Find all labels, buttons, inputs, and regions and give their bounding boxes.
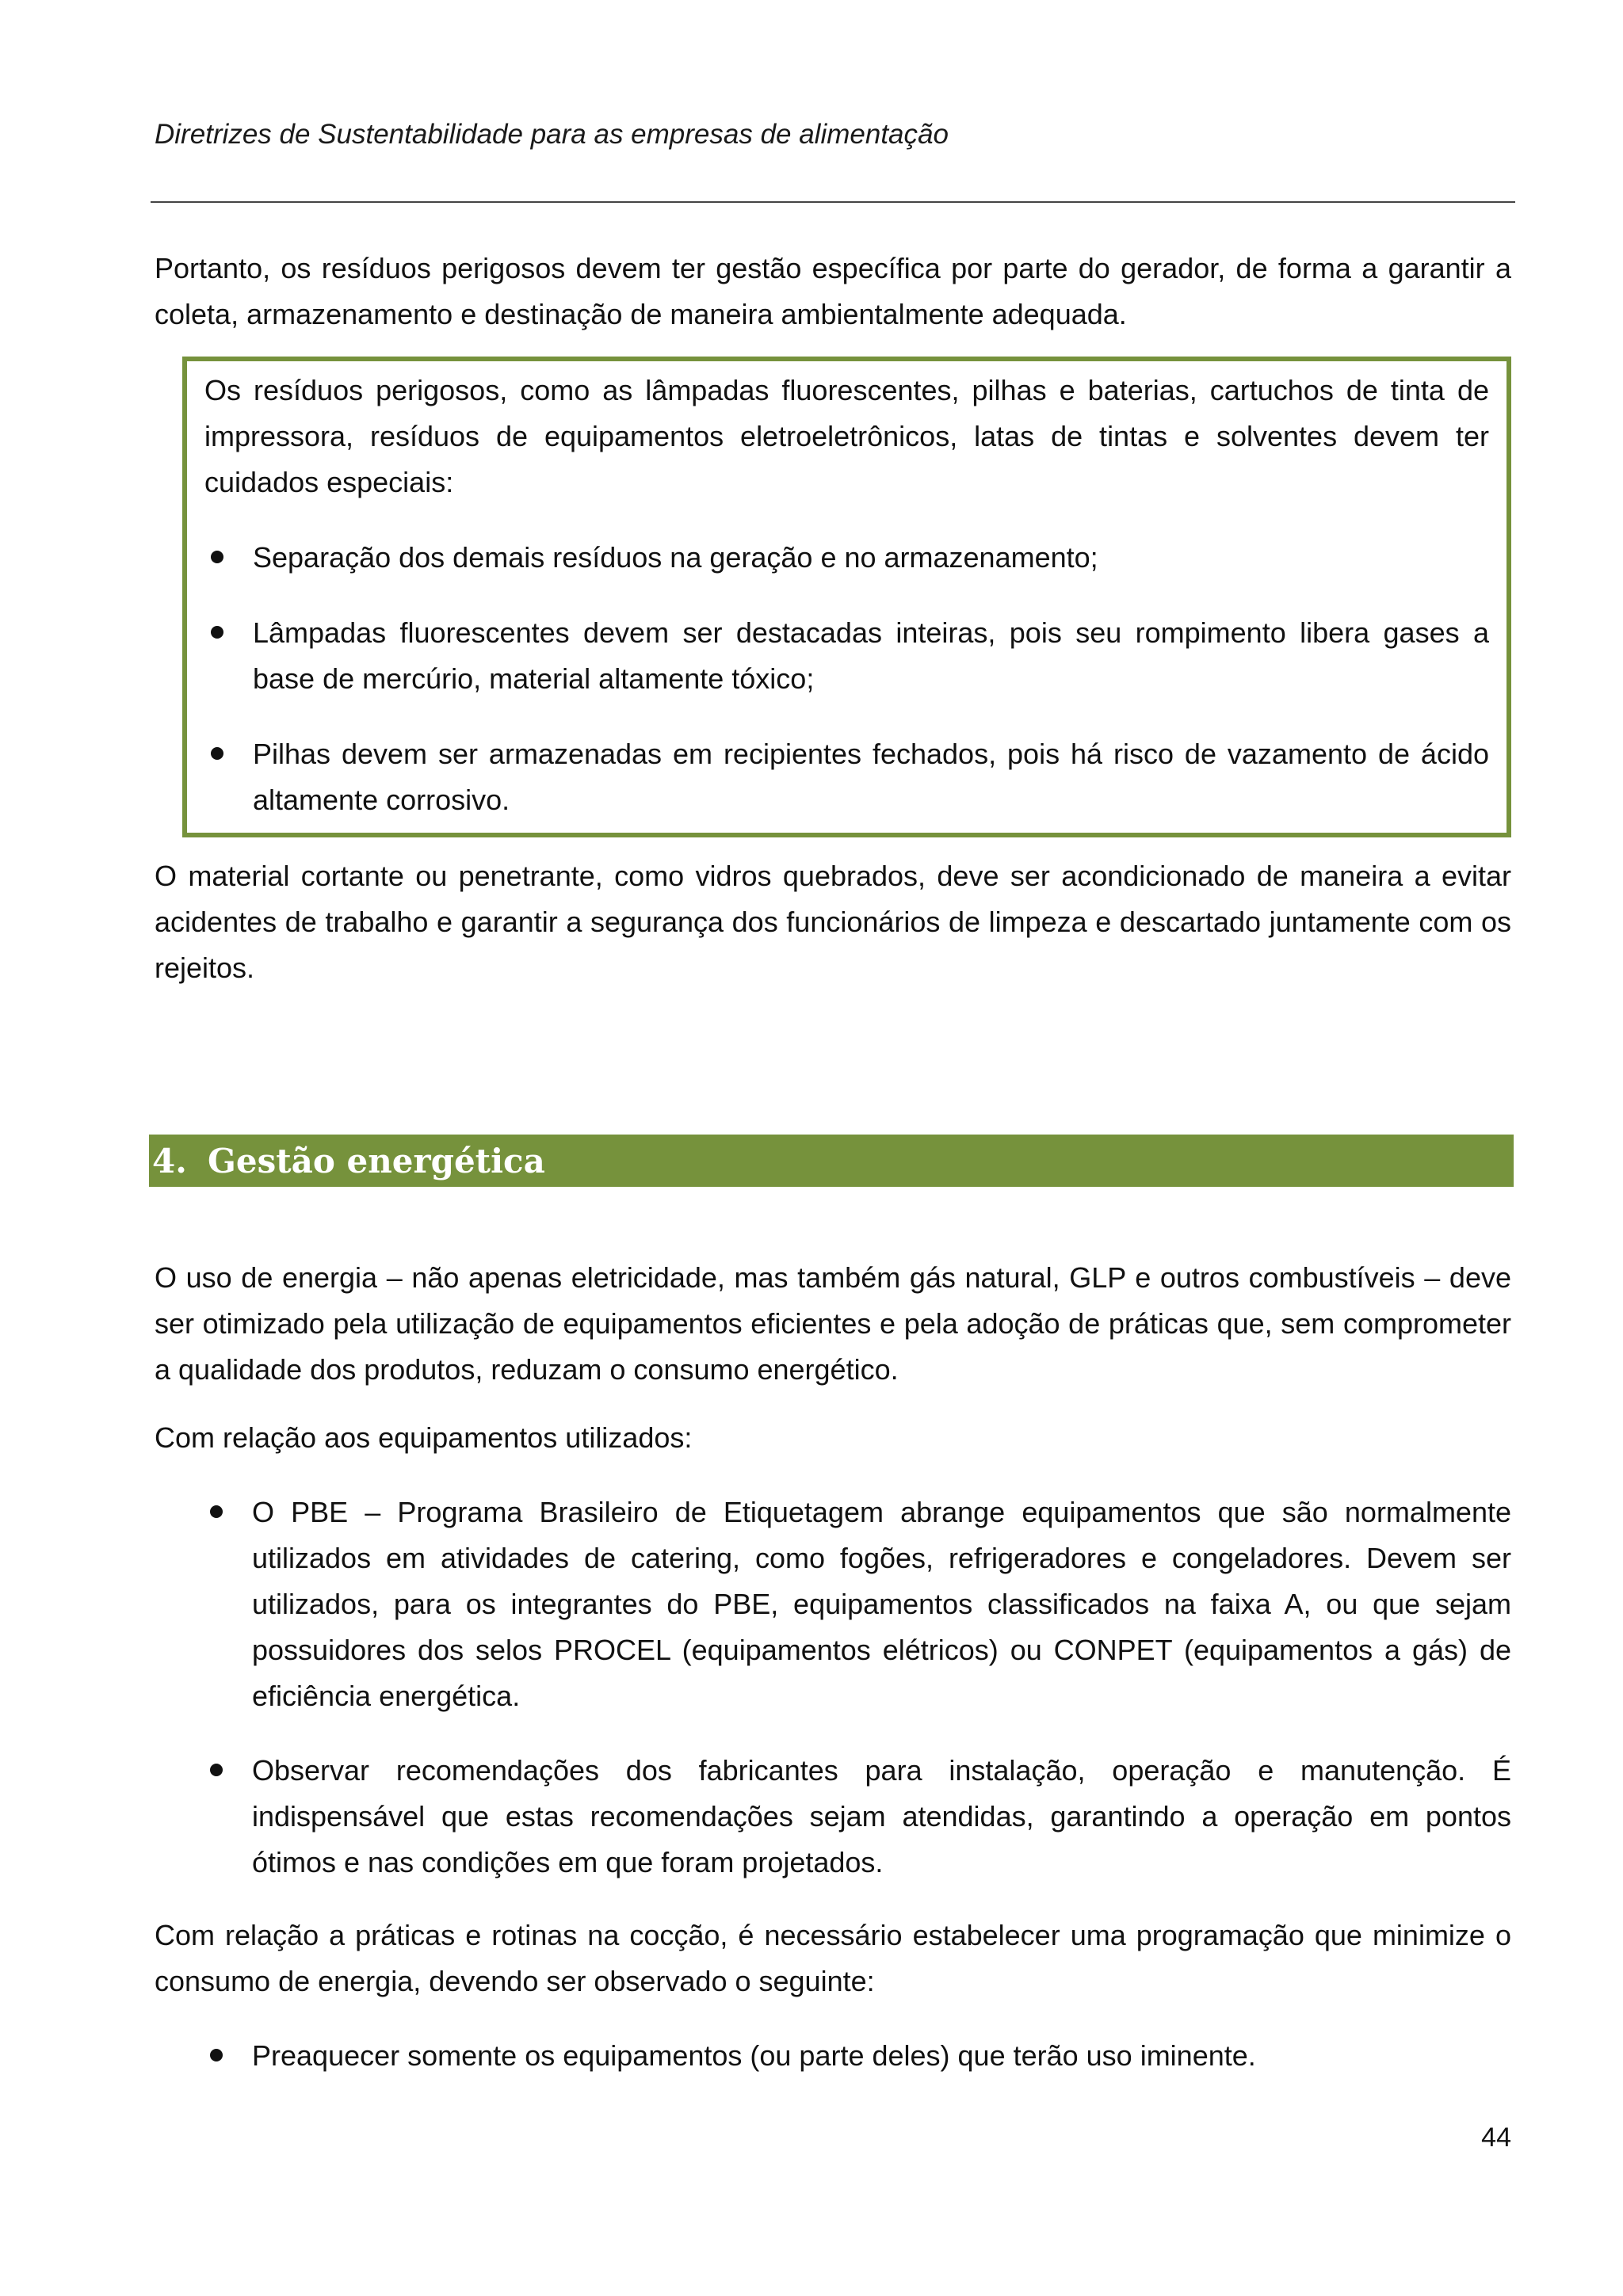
bullet-icon — [211, 551, 223, 563]
section-number: 4. — [152, 1141, 187, 1180]
list-item — [204, 610, 1489, 702]
sharp-material-paragraph: O material cortante ou penetrante, como vidros quebrados, deve ser acondicionado de maneira a evitar acidentes de trabalho e garantir a segurança dos funcionários de limpeza e descartado juntamente com os rejeitos. — [155, 860, 1511, 984]
list-item-text: Observar recomendações dos fabricantes para instalação, operação e manutenção. É indispensável que estas recomendações sejam atendidas, garantindo a operação em pontos ótimos e nas condições em que foram projetados. — [252, 1754, 1511, 1878]
intro-paragraph: Portanto, os resíduos perigosos devem ter gestão específica por parte do gerador, de forma a garantir a coleta, armazenamento e destinação de maneira ambientalmente adequada. — [155, 252, 1511, 330]
bullet-icon — [210, 1505, 223, 1518]
hazardous-waste-callout — [182, 357, 1511, 837]
running-header: Diretrizes de Sustentabilidade para as empresas de alimentação — [155, 119, 949, 150]
list-item-text: Preaquecer somente os equipamentos (ou parte deles) que terão uso iminente. — [252, 2039, 1256, 2072]
list-item-text: Separação dos demais resíduos na geração e no armazenamento; — [253, 541, 1098, 574]
list-item — [204, 1489, 1511, 1719]
list-item-text: Pilhas devem ser armazenadas em recipientes fechados, pois há risco de vazamento de ácido altamente corrosivo. — [253, 738, 1489, 816]
callout-list — [204, 535, 1489, 823]
callout-text: Os resíduos perigosos, como as lâmpadas fluorescentes, pilhas e baterias, cartuchos de tinta de impressora, resíduos de equipamentos eletroeletrônicos, latas de tintas e solventes devem ter cuidados especiais: — [204, 374, 1489, 498]
list-item — [204, 1748, 1511, 1886]
header-divider — [151, 201, 1515, 203]
section-heading-bar — [149, 1135, 1514, 1187]
list-item — [204, 2033, 1511, 2079]
equipment-list — [204, 1489, 1511, 1886]
page-content — [152, 246, 1511, 2079]
list-item-text: O PBE – Programa Brasileiro de Etiquetagem abrange equipamentos que são normalmente utilizados em atividades de catering, como fogões, refrigeradores e congeladores. Devem ser utilizados, para os integrantes do PBE, equipamentos classificados na faixa A, ou que sejam possuidores dos selos PROCEL (equipamentos elétricos) ou CONPET (equipamentos a gás) de eficiência energética. — [252, 1496, 1511, 1712]
page-number: 44 — [1481, 2122, 1511, 2153]
list-item-text: Lâmpadas fluorescentes devem ser destacadas inteiras, pois seu rompimento libera gases a base de mercúrio, material altamente tóxico; — [253, 616, 1489, 695]
bullet-icon — [211, 626, 223, 639]
energy-paragraph: O uso de energia – não apenas eletricidade, mas também gás natural, GLP e outros combustíveis – deve ser otimizado pela utilização de equipamentos eficientes e pela adoção de práticas que, sem comprometer a qualidade dos produtos, reduzam o consumo energético. — [155, 1261, 1511, 1386]
bullet-icon — [210, 2049, 223, 2061]
bullet-icon — [211, 747, 223, 760]
equipment-intro: Com relação aos equipamentos utilizados: — [155, 1421, 693, 1454]
list-item — [204, 535, 1489, 581]
bullet-icon — [210, 1764, 223, 1776]
cooking-list — [204, 2033, 1511, 2079]
section-title: Gestão energética — [208, 1141, 545, 1180]
list-item — [204, 731, 1489, 823]
cooking-intro: Com relação a práticas e rotinas na cocção, é necessário estabelecer uma programação que minimize o consumo de energia, devendo ser observado o seguinte: — [155, 1919, 1511, 1997]
